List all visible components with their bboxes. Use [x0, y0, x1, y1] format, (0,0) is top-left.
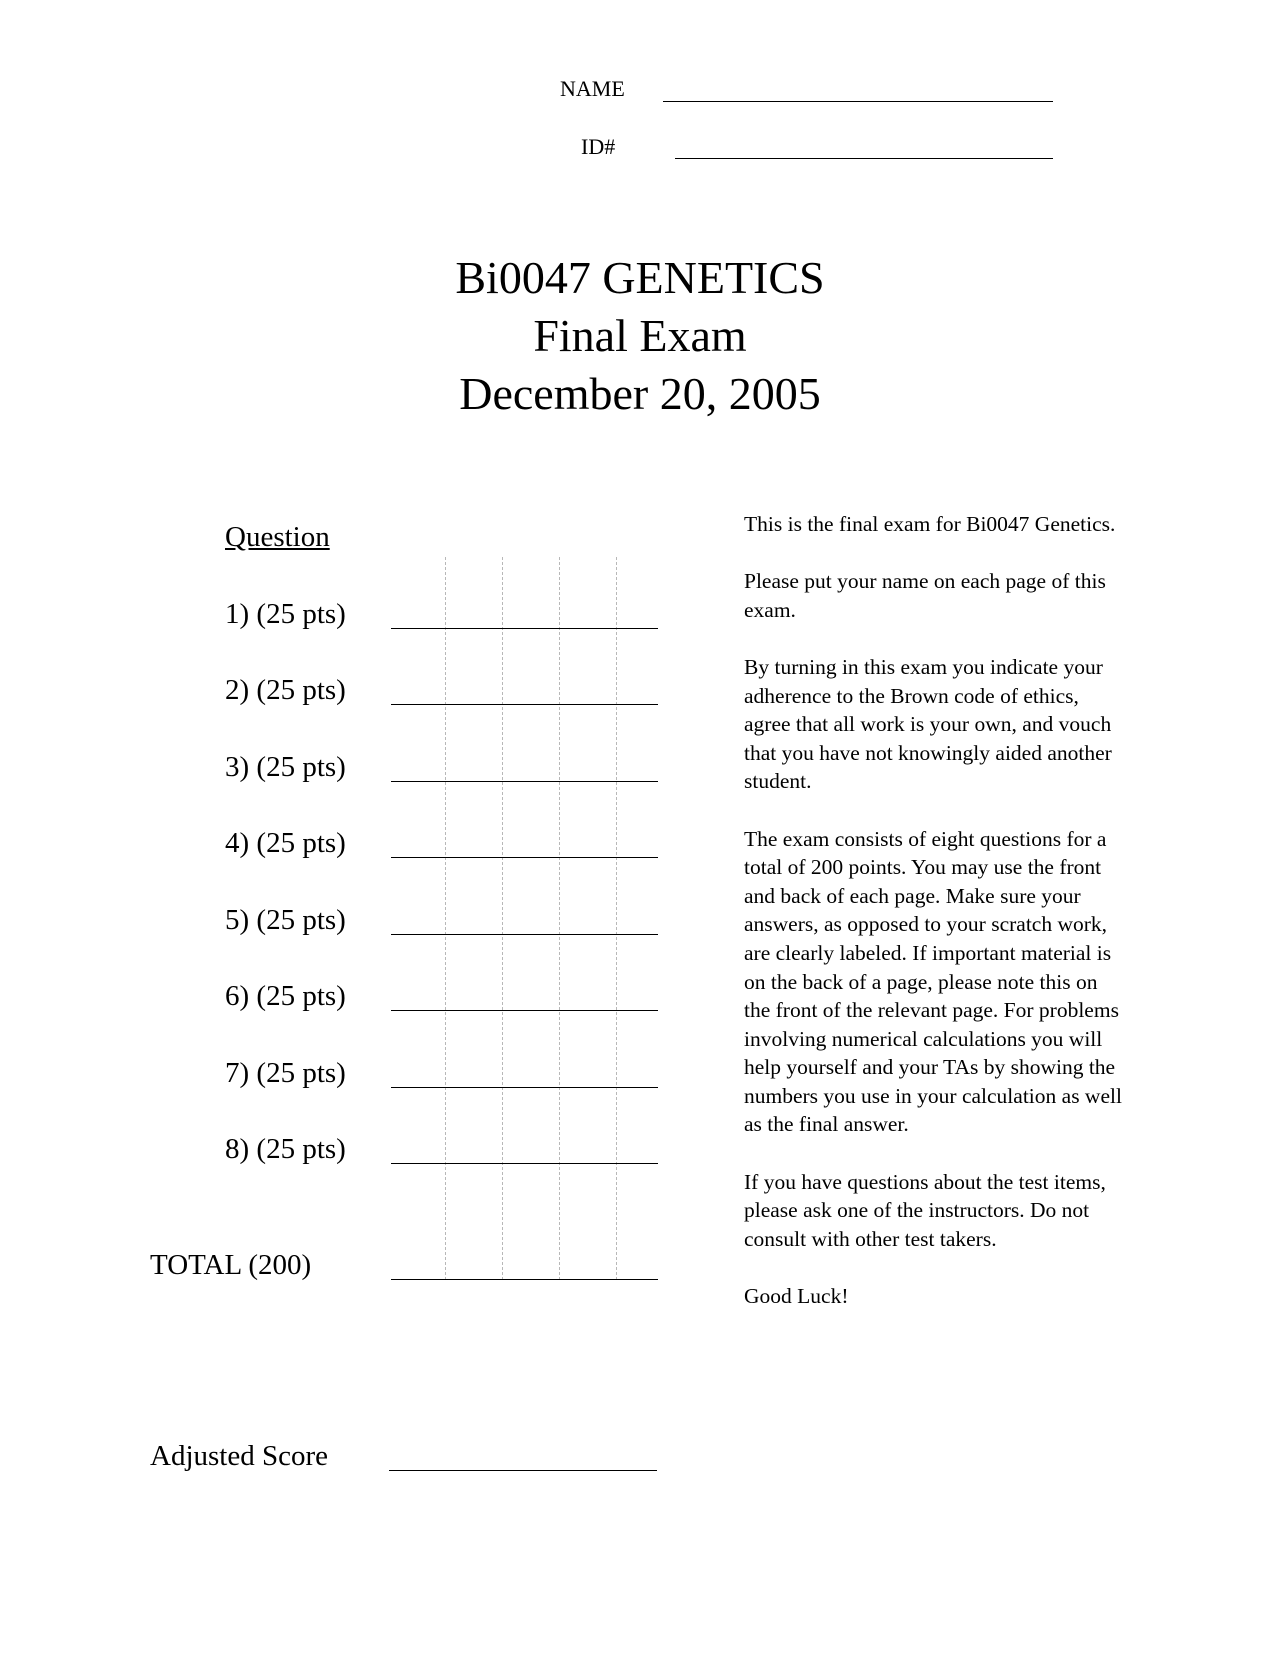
question-5-label: 5) (25 pts) [225, 904, 346, 936]
question-2-label: 2) (25 pts) [225, 674, 346, 706]
instruction-paragraph: By turning in this exam you indicate your adherence to the Brown code of ethics, agree that all work is your own, and vouch that you have not knowingly aided another student. [744, 654, 1112, 794]
question-6-label: 6) (25 pts) [225, 980, 346, 1012]
total-label: TOTAL (200) [150, 1249, 312, 1281]
question-4-score-field[interactable] [391, 857, 658, 858]
question-7-label: 7) (25 pts) [225, 1057, 346, 1089]
adjusted-score-label: Adjusted Score [150, 1440, 328, 1472]
adjusted-score-field[interactable] [389, 1470, 657, 1471]
instructions [744, 510, 1124, 1339]
question-8-score-field[interactable] [391, 1163, 658, 1164]
question-1-score-field[interactable] [391, 628, 658, 629]
question-heading: Question [225, 521, 330, 553]
question-1-label: 1) (25 pts) [225, 598, 346, 630]
question-3-label: 3) (25 pts) [225, 751, 346, 783]
good-luck-text: Good Luck! [744, 1284, 849, 1309]
instruction-paragraph: The exam consists of eight questions for a total of 200 points. You may use the front and back of each page. Make sure your answers, as opposed to your scratch work, are clearly labeled. If important material is on the back of a page, please note this on the front of the relevant page. For problems involving numerical calculations you will help yourself and your TAs by showing the numbers you use in your calculation as well as the final answer. [744, 826, 1122, 1137]
exam-date: December 20, 2005 [459, 368, 821, 419]
question-4-label: 4) (25 pts) [225, 827, 346, 859]
grid-line [559, 557, 560, 1280]
course-title: Bi0047 GENETICS [455, 252, 825, 303]
total-score-field[interactable] [391, 1279, 658, 1280]
question-3-score-field[interactable] [391, 781, 658, 782]
id-label: ID# [581, 134, 616, 159]
question-5-score-field[interactable] [391, 934, 658, 935]
grid-line [616, 557, 617, 1280]
grid-line [502, 557, 503, 1280]
question-7-score-field[interactable] [391, 1087, 658, 1088]
id-field[interactable] [675, 158, 1053, 159]
question-8-label: 8) (25 pts) [225, 1133, 346, 1165]
instruction-paragraph: If you have questions about the test items, please ask one of the instructors. Do not consult with other test takers. [744, 1169, 1106, 1251]
name-label: NAME [560, 76, 625, 101]
name-field[interactable] [663, 101, 1053, 102]
instruction-paragraph: Please put your name on each page of this exam. [744, 569, 1106, 622]
grid-line [445, 557, 446, 1280]
question-2-score-field[interactable] [391, 704, 658, 705]
question-6-score-field[interactable] [391, 1010, 658, 1011]
exam-title: Final Exam [533, 310, 747, 361]
instruction-paragraph: This is the final exam for Bi0047 Genetics. [744, 512, 1116, 536]
